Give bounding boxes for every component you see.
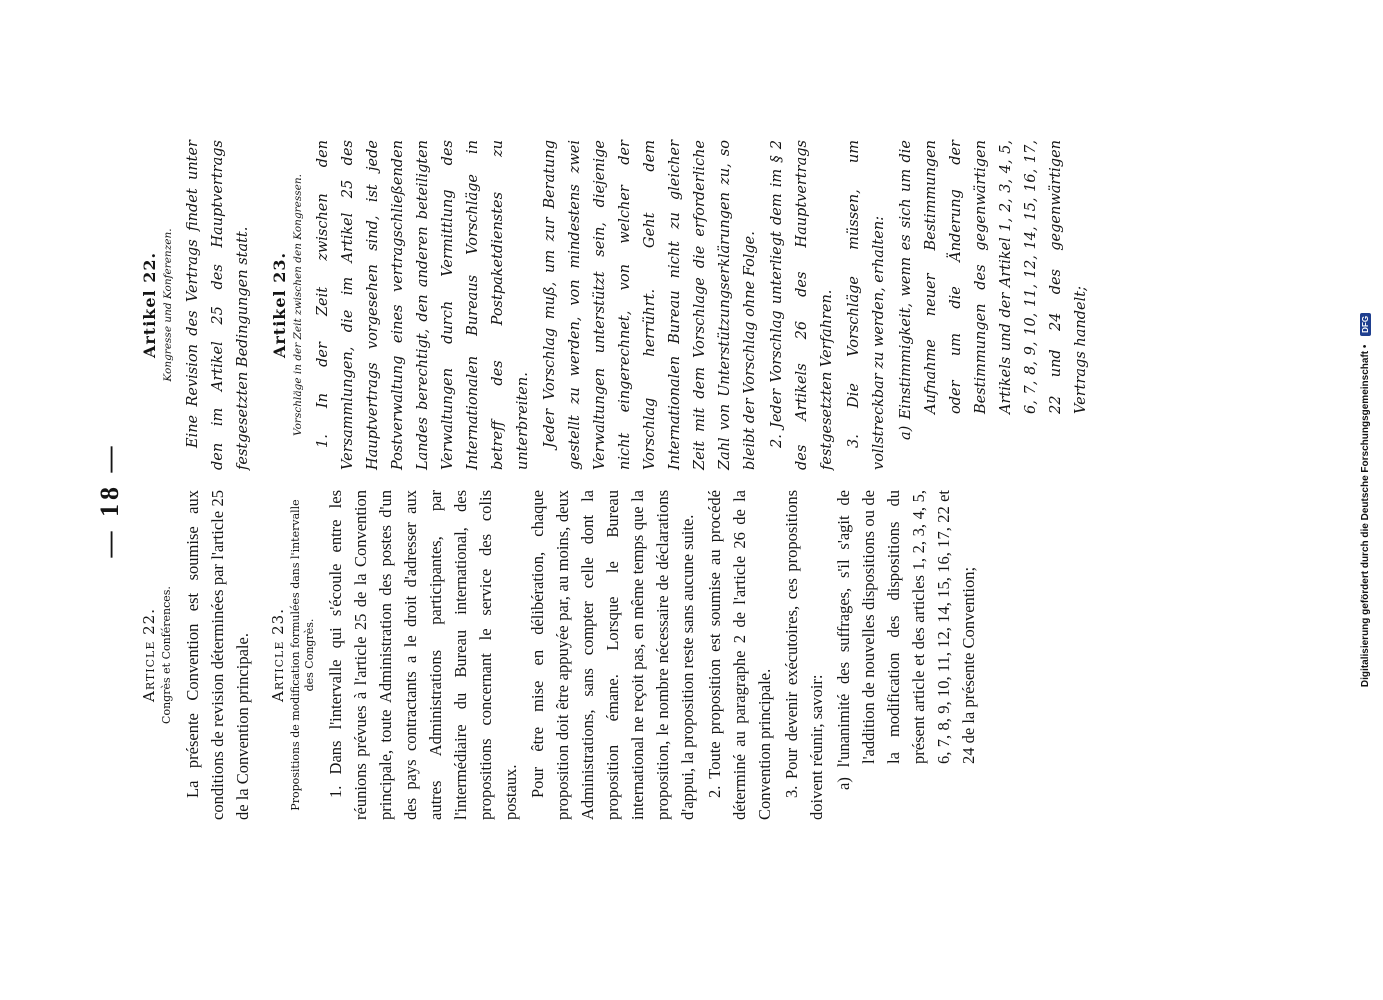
article-title: Article 22. xyxy=(140,608,158,702)
article-paragraph: 3. Die Vorschläge müssen, um vollstreckbar zu werden, erhalten: xyxy=(846,140,887,470)
article-paragraph: 1. Dans l'intervalle qui s'écoule entre les réunions prévues à l'article 25 de la Convention principale, toute Administration des postes d'un des pays contractants a le droit d'adresser aux autres Administrations participantes, par l'intermédiaire du Bureau international, des propositions concernant le service des colis postaux. xyxy=(326,490,520,820)
article-title: Artikel 23. xyxy=(270,251,289,359)
article-subtitle: Propositions de modification formulées dans l'intervalle des Congrès. xyxy=(289,499,316,811)
article-paragraph: 3. Pour devenir exécutoires, ces propositions doivent réunir, savoir: xyxy=(782,490,826,820)
article-paragraph: La présente Convention est soumise aux conditions de revision déterminées par l'article 25 de la Convention principale. xyxy=(183,490,252,820)
german-article-23 xyxy=(270,140,1094,470)
article-paragraph: 1. In der Zeit zwischen den Versammlungen, die im Artikel 25 des Hauptvertrags vorgesehen sind, ist jede Postverwaltung eines vertragschließenden Landes berechtigt, den anderen beteiligten Verwaltungen durch Vermittlung des Internationalen Bureaus Vorschläge in betreff des Postpaketdienstes zu unterbreiten. xyxy=(315,140,531,470)
german-column xyxy=(140,140,1108,470)
article-paragraph: Eine Revision des Vertrags findet unter den im Artikel 25 des Hauptvertrags festgesetzten Bedingungen statt. xyxy=(185,140,251,470)
article-paragraph: 2. Jeder Vorschlag unterliegt dem im § 2 des Artikels 26 des Hauptvertrags festgesetzten Verfahren. xyxy=(769,140,835,470)
digitization-note-text: Digitalisierung gefördert durch die Deutsche Forschungsgemeinschaft • xyxy=(1360,344,1372,688)
article-title: Article 23. xyxy=(269,608,287,702)
french-article-23 xyxy=(269,490,981,820)
article-paragraph: Pour être mise en délibération, chaque proposition doit être appuyée par, au moins, deux Administrations, sans compter celle dont la proposition émane. Lorsque le Bureau international ne reçoit pas, en même temps que la proposition, le nombre nécessaire de déclarations d'appui, la proposition reste sans aucune suite. xyxy=(528,490,697,820)
dfg-logo: DFG xyxy=(1360,313,1371,336)
article-list-item: a) Einstimmigkeit, wenn es sich um die Aufnahme neuer Bestimmungen oder um die Änderung der Bestimmungen des gegenwärtigen Artikels und der Artikel 1, 2, 3, 4, 5, 6, 7, 8, 9, 10, 11, 12, 14, 15, 16, 17, 22 und 24 des gegenwärtigen Vertrags handelt; xyxy=(898,140,1089,440)
article-subtitle: Kongresse und Konferenzen. xyxy=(162,228,174,382)
article-paragraph: 2. Toute proposition est soumise au procédé déterminé au paragraphe 2 de l'article 26 de la Convention principale. xyxy=(705,490,774,820)
article-list-item: a) l'unanimité des suffrages, s'il s'agit de l'addition de nouvelles dispositions ou de la modification des dispositions du présent article et des articles 1, 2, 3, 4, 5, 6, 7, 8, 9, 10, 11, 12, 14, 15, 16, 17, 22 et 24 de la présente Convention; xyxy=(834,490,978,790)
article-subtitle: Vorschläge in der Zeit zwischen den Kongressen. xyxy=(292,174,304,437)
article-subtitle: Congrès et Conférences. xyxy=(160,586,173,724)
french-article-22 xyxy=(140,490,255,820)
article-title: Artikel 22. xyxy=(140,251,159,359)
page-number: — 18 — xyxy=(95,442,124,558)
german-article-22 xyxy=(140,140,256,470)
digitization-note xyxy=(1360,0,1371,1000)
article-paragraph: Jeder Vorschlag muß, um zur Beratung gestellt zu werden, von mindestens zwei Verwaltungen unterstützt sein, diejenige nicht eingerechnet, von welcher der Vorschlag herrührt. Geht dem Internationalen Bureau nicht zu gleicher Zeit mit dem Vorschlage die erforderliche Zahl von Unterstützungserklärungen zu, so bleibt der Vorschlag ohne Folge. xyxy=(542,140,758,470)
french-column xyxy=(140,490,995,820)
